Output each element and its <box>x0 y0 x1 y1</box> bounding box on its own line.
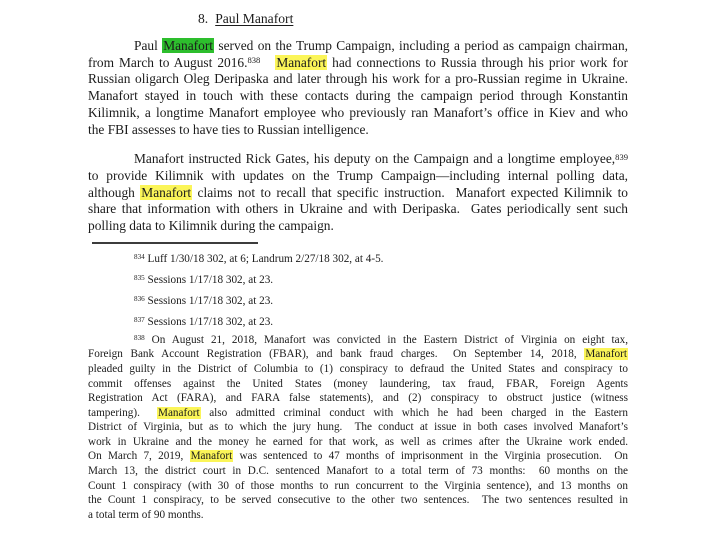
footnote-838 <box>88 333 628 523</box>
text-line <box>88 347 628 362</box>
footnotes-834-837 <box>88 249 628 333</box>
text-run: Registration Act (FARA), and FARA false statements), and (2) conspiracy to obstruct justice (witness <box>88 392 628 405</box>
text-run: Russian oligarch Oleg Deripaska and later through his work for a pro-Russian regime in Ukraine. <box>88 71 628 87</box>
text-run: Manafort instructed Rick Gates, his deputy on the Campaign and a longtime employee, <box>134 151 616 167</box>
paragraph-manafort-campaign <box>88 38 628 138</box>
text-line <box>88 406 628 421</box>
text-run: Manafort stayed in touch with these contacts during the campaign period through Konstantin <box>88 88 628 104</box>
text-run: March 13, the district court in D.C. sentenced Manafort to a total term of 73 months: 60 months on the <box>88 465 628 478</box>
text-run: share that information with others in Ukraine and with Deripaska. Gates periodically sent such <box>88 201 628 217</box>
text-run: was sentenced to 47 months of imprisonment in the Virginia prosecution. On <box>233 450 629 463</box>
highlighted-text-green: Manafort <box>163 38 214 53</box>
footnote-ref: 839 <box>615 151 628 162</box>
text-run: Count 1 conspiracy (with 30 of those months to run concurrent to the Virginia sentence), and 13 months on <box>88 479 628 492</box>
text-line <box>88 377 628 392</box>
text-line <box>88 312 628 333</box>
text-run: Foreign Bank Account Registration (FBAR), and bank fraud charges. On September 14, 2018, <box>88 348 585 361</box>
text-run: to provide Kilimnik with updates on the Trump Campaign—including internal polling data, <box>88 167 628 183</box>
highlighted-text-yellow: Manafort <box>276 54 327 70</box>
text-run: from March to August 2016. <box>88 54 248 70</box>
text-run: the FBI assesses to have ties to Russian intelligence. <box>88 121 369 137</box>
text-run: Sessions 1/17/18 302, at 23. <box>144 273 274 286</box>
text-run: the Count 1 conspiracy, to be served consecutive to the other two sentences. The two sentences resulted in <box>88 494 628 507</box>
text-run: Luff 1/30/18 302, at 6; Landrum 2/27/18 302, at 4-5. <box>144 252 384 265</box>
text-line <box>88 218 628 235</box>
text-run: pleaded guilty in the District of Columbia to (1) conspiracy to defraud the United States and conspiracy to <box>88 362 628 375</box>
section-number: 8. <box>198 11 209 26</box>
text-run: Sessions 1/17/18 302, at 23. <box>144 315 274 328</box>
text-line <box>88 362 628 377</box>
text-line <box>88 151 628 168</box>
text-line <box>88 291 628 312</box>
text-run: although <box>88 184 141 200</box>
text-line <box>88 333 628 348</box>
section-heading <box>88 10 628 27</box>
paragraph-manafort-gates <box>88 151 628 235</box>
text-run: tampering). <box>88 406 158 419</box>
text-run: commit offenses against the United States (money laundering, tax fraud, FBAR, Foreign Agents <box>88 377 628 390</box>
text-line <box>88 449 628 464</box>
text-line <box>88 493 628 508</box>
text-run: also admitted criminal conduct with which he had been charged in the Eastern <box>200 406 628 419</box>
text-run: Paul <box>134 38 163 53</box>
text-line <box>88 508 628 523</box>
highlighted-text-yellow: Manafort <box>158 406 200 419</box>
footnote-ref: 837 <box>134 315 145 324</box>
document-content <box>88 0 628 522</box>
text-line <box>88 249 628 270</box>
text-line <box>88 201 628 218</box>
text-run: served on the Trump Campaign, including a period as campaign chairman, <box>214 38 629 53</box>
highlighted-text-yellow: Manafort <box>190 450 233 463</box>
text-line <box>88 420 628 435</box>
footnote-ref: 838 <box>134 333 145 342</box>
text-line <box>88 55 628 72</box>
text-line <box>88 38 628 55</box>
text-line <box>88 88 628 105</box>
text-run: polling data to Kilimnik during the campaign. <box>88 218 334 234</box>
text-run: Sessions 1/17/18 302, at 23. <box>144 294 274 307</box>
text-run: On March 7, 2019, <box>88 450 190 463</box>
text-run <box>260 55 275 70</box>
footnote-ref: 835 <box>134 273 145 282</box>
text-line <box>88 168 628 185</box>
footnote-separator <box>92 242 258 244</box>
text-line <box>88 105 628 122</box>
text-run: Kilimnik, a longtime Manafort employee who previously ran Manafort’s office in Kiev and who <box>88 104 628 120</box>
text-line <box>88 391 628 406</box>
text-run: had connections to Russia through his prior work for <box>327 54 628 70</box>
text-run: a total term of 90 months. <box>88 508 204 521</box>
section-title: Paul Manafort <box>215 11 294 26</box>
footnote-ref: 836 <box>134 294 145 303</box>
text-run: District of Virginia, but as to which the jury hung. The conduct at issue in both cases involved Manafort’s <box>88 421 628 434</box>
text-line <box>88 185 628 202</box>
text-line <box>88 464 628 479</box>
text-line <box>88 435 628 450</box>
text-line <box>88 270 628 291</box>
text-run: work in Ukraine and the money he earned for that work, as well as crimes after the Ukraine work ended. <box>88 435 628 448</box>
text-line <box>88 122 628 139</box>
footnote-ref: 838 <box>247 55 261 66</box>
highlighted-text-yellow: Manafort <box>585 348 627 361</box>
footnote-ref: 834 <box>134 252 145 261</box>
text-run: On August 21, 2018, Manafort was convicted in the Eastern District of Virginia on eight tax, <box>144 333 628 346</box>
text-line <box>88 71 628 88</box>
text-run: claims not to recall that specific instruction. Manafort expected Kilimnik to <box>192 184 628 200</box>
text-line <box>88 479 628 494</box>
highlighted-text-yellow: Manafort <box>141 184 192 200</box>
